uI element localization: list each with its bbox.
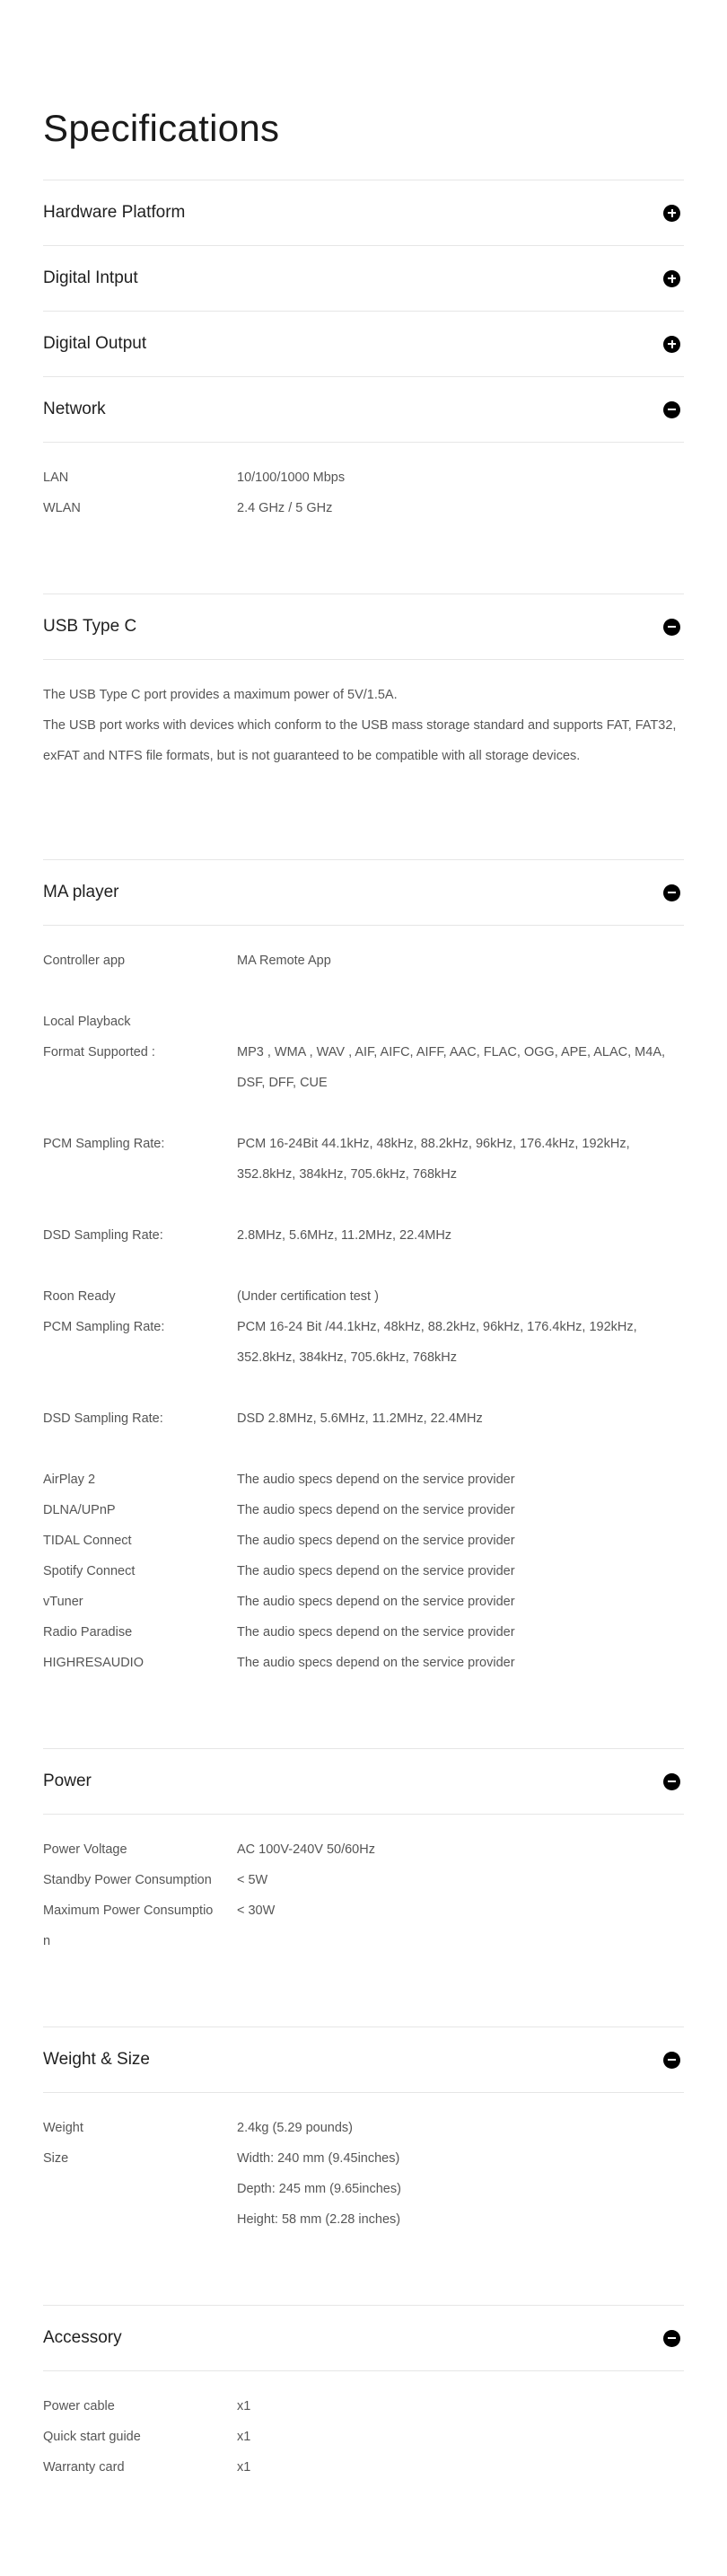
section-body-network	[43, 442, 684, 593]
spec-label: TIDAL Connect	[43, 1534, 132, 1548]
minus-circle-icon[interactable]	[663, 2052, 680, 2069]
spec-label	[43, 2174, 237, 2204]
spec-value: AC 100V-240V 50/60Hz	[237, 1842, 375, 1857]
spec-row	[43, 2391, 684, 2422]
section-header-ma-player[interactable]	[43, 860, 684, 925]
minus-circle-icon[interactable]	[663, 884, 680, 901]
spec-row	[43, 1007, 684, 1037]
section-accessory	[43, 2305, 684, 2501]
spec-value: The audio specs depend on the service provider	[237, 1595, 515, 1609]
spec-row	[43, 1895, 684, 1926]
spec-row	[43, 1865, 684, 1895]
plus-circle-icon[interactable]	[663, 205, 680, 222]
spec-value: 2.4 GHz / 5 GHz	[237, 501, 333, 515]
spec-row	[43, 1129, 684, 1190]
section-body-power	[43, 1814, 684, 2027]
spec-value: MA Remote App	[237, 954, 331, 968]
section-hardware-platform	[43, 180, 684, 245]
spec-value: DSD 2.8MHz, 5.6MHz, 11.2MHz, 22.4MHz	[237, 1411, 483, 1426]
spec-label: Maximum Power Consumptio	[43, 1903, 214, 1918]
spec-value: The audio specs depend on the service provider	[237, 1656, 515, 1670]
spec-row	[43, 2204, 684, 2235]
plus-circle-icon[interactable]	[663, 336, 680, 353]
page-title: Specifications	[43, 107, 280, 149]
spec-label: Standby Power Consumption	[43, 1873, 212, 1887]
spec-label: Size	[43, 2151, 69, 2166]
spec-value: The audio specs depend on the service provider	[237, 1473, 515, 1487]
spec-row	[43, 2113, 684, 2143]
section-header-usb-type-c[interactable]	[43, 594, 684, 659]
spec-label: Weight	[43, 2121, 83, 2135]
spec-label: DSD Sampling Rate:	[43, 1228, 163, 1243]
spec-row	[43, 493, 684, 523]
spec-value: Width: 240 mm (9.45inches)	[237, 2151, 400, 2166]
spec-value: PCM 16-24Bit 44.1kHz, 48kHz, 88.2kHz, 96kHz, 176.4kHz, 192kHz, 352.8kHz, 384kHz, 705.6kHz, 768kHz	[237, 1137, 630, 1182]
spec-value: The audio specs depend on the service provider	[237, 1503, 515, 1517]
spec-value: (Under certification test )	[237, 1289, 379, 1304]
spec-label: DSD Sampling Rate:	[43, 1411, 163, 1426]
minus-circle-icon[interactable]	[663, 401, 680, 418]
spec-label: Roon Ready	[43, 1289, 116, 1304]
specs-accordion	[43, 180, 684, 2501]
usb-compat-text: The USB port works with devices which conform to the USB mass storage standard and supports FAT, FAT32, exFAT and NTFS file formats, but is not guaranteed to be compatible with all storage devices.	[43, 718, 677, 763]
section-body-usb	[43, 659, 684, 859]
spec-row	[43, 1220, 684, 1251]
spec-value: 2.8MHz, 5.6MHz, 11.2MHz, 22.4MHz	[237, 1228, 452, 1243]
section-weight-size	[43, 2027, 684, 2305]
section-usb-type-c	[43, 593, 684, 859]
section-digital-input	[43, 245, 684, 311]
section-ma-player	[43, 859, 684, 1748]
section-header-digital-output[interactable]	[43, 312, 684, 376]
spec-value: 10/100/1000 Mbps	[237, 470, 346, 485]
spec-row	[43, 1556, 684, 1587]
spec-row	[43, 1281, 684, 1312]
spec-label: LAN	[43, 470, 69, 485]
spec-value: < 30W	[237, 1903, 276, 1918]
spec-subheading: Local Playback	[43, 1015, 131, 1029]
spec-row	[43, 1617, 684, 1648]
section-title: Hardware Platform	[43, 203, 186, 222]
section-header-weight-size[interactable]	[43, 2027, 684, 2092]
spec-value: The audio specs depend on the service provider	[237, 1625, 515, 1640]
section-title: Weight & Size	[43, 2050, 150, 2069]
spec-value: Depth: 245 mm (9.65inches)	[237, 2182, 401, 2196]
spec-row	[43, 1495, 684, 1525]
spec-row	[43, 1037, 684, 1098]
spec-value: Height: 58 mm (2.28 inches)	[237, 2212, 401, 2227]
spec-row	[43, 1403, 684, 1434]
spec-label	[43, 2204, 237, 2235]
spec-value: MP3 , WMA , WAV , AIF, AIFC, AIFF, AAC, FLAC, OGG, APE, ALAC, M4A, DSF, DFF, CUE	[237, 1045, 666, 1090]
spec-label: Radio Paradise	[43, 1625, 133, 1640]
spec-row	[43, 2422, 684, 2452]
spec-value: x1	[237, 2430, 251, 2444]
spec-row	[43, 1464, 684, 1495]
spec-value: x1	[237, 2460, 251, 2475]
spec-label: HIGHRESAUDIO	[43, 1656, 144, 1670]
minus-circle-icon[interactable]	[663, 1773, 680, 1790]
section-network	[43, 376, 684, 593]
section-body-ma-player	[43, 925, 684, 1748]
spec-row	[43, 2143, 684, 2174]
section-header-network[interactable]	[43, 377, 684, 442]
spec-label: Warranty card	[43, 2460, 125, 2475]
spec-label: WLAN	[43, 501, 81, 515]
spec-value: The audio specs depend on the service provider	[237, 1564, 515, 1578]
spec-value: PCM 16-24 Bit /44.1kHz, 48kHz, 88.2kHz, 96kHz, 176.4kHz, 192kHz, 352.8kHz, 384kHz, 705.6kHz, 768kHz	[237, 1320, 637, 1365]
spec-value: < 5W	[237, 1873, 268, 1887]
section-body-weight-size	[43, 2092, 684, 2305]
section-digital-output	[43, 311, 684, 376]
plus-circle-icon[interactable]	[663, 270, 680, 287]
section-title: Accessory	[43, 2328, 122, 2347]
spec-label: Format Supported :	[43, 1045, 155, 1059]
section-body-accessory	[43, 2370, 684, 2501]
spec-row	[43, 1926, 684, 1956]
minus-circle-icon[interactable]	[663, 2330, 680, 2347]
spec-label: AirPlay 2	[43, 1473, 96, 1487]
section-title: MA player	[43, 883, 119, 901]
spec-row	[43, 462, 684, 493]
spec-label: Controller app	[43, 954, 126, 968]
spec-value: 2.4kg (5.29 pounds)	[237, 2121, 353, 2135]
spec-label: Power cable	[43, 2399, 115, 2413]
spec-label: Power Voltage	[43, 1842, 127, 1857]
spec-row	[43, 1648, 684, 1678]
section-power	[43, 1748, 684, 2027]
spec-row	[43, 1587, 684, 1617]
spec-row	[43, 2174, 684, 2204]
section-title: Digital Intput	[43, 268, 138, 287]
spec-label: Spotify Connect	[43, 1564, 136, 1578]
section-title: Power	[43, 1772, 92, 1790]
section-title: USB Type C	[43, 617, 137, 636]
section-title: Network	[43, 400, 106, 418]
section-header-power[interactable]	[43, 1749, 684, 1814]
section-header-accessory[interactable]	[43, 2306, 684, 2370]
spec-value: The audio specs depend on the service provider	[237, 1534, 515, 1548]
spec-label: DLNA/UPnP	[43, 1503, 116, 1517]
spec-label: vTuner	[43, 1595, 83, 1609]
spec-row	[43, 945, 684, 976]
spec-label: PCM Sampling Rate:	[43, 1137, 165, 1151]
minus-circle-icon[interactable]	[663, 619, 680, 636]
usb-power-text: The USB Type C port provides a maximum power of 5V/1.5A.	[43, 688, 398, 702]
spec-label: PCM Sampling Rate:	[43, 1320, 165, 1334]
spec-label: Quick start guide	[43, 2430, 141, 2444]
spec-row	[43, 1525, 684, 1556]
spec-row	[43, 1834, 684, 1865]
section-header-digital-input[interactable]	[43, 246, 684, 311]
spec-label-wrap: n	[43, 1934, 51, 1948]
spec-row	[43, 2452, 684, 2483]
spec-row	[43, 1312, 684, 1373]
section-title: Digital Output	[43, 334, 147, 353]
spec-value: x1	[237, 2399, 251, 2413]
section-header-hardware-platform[interactable]	[43, 180, 684, 245]
